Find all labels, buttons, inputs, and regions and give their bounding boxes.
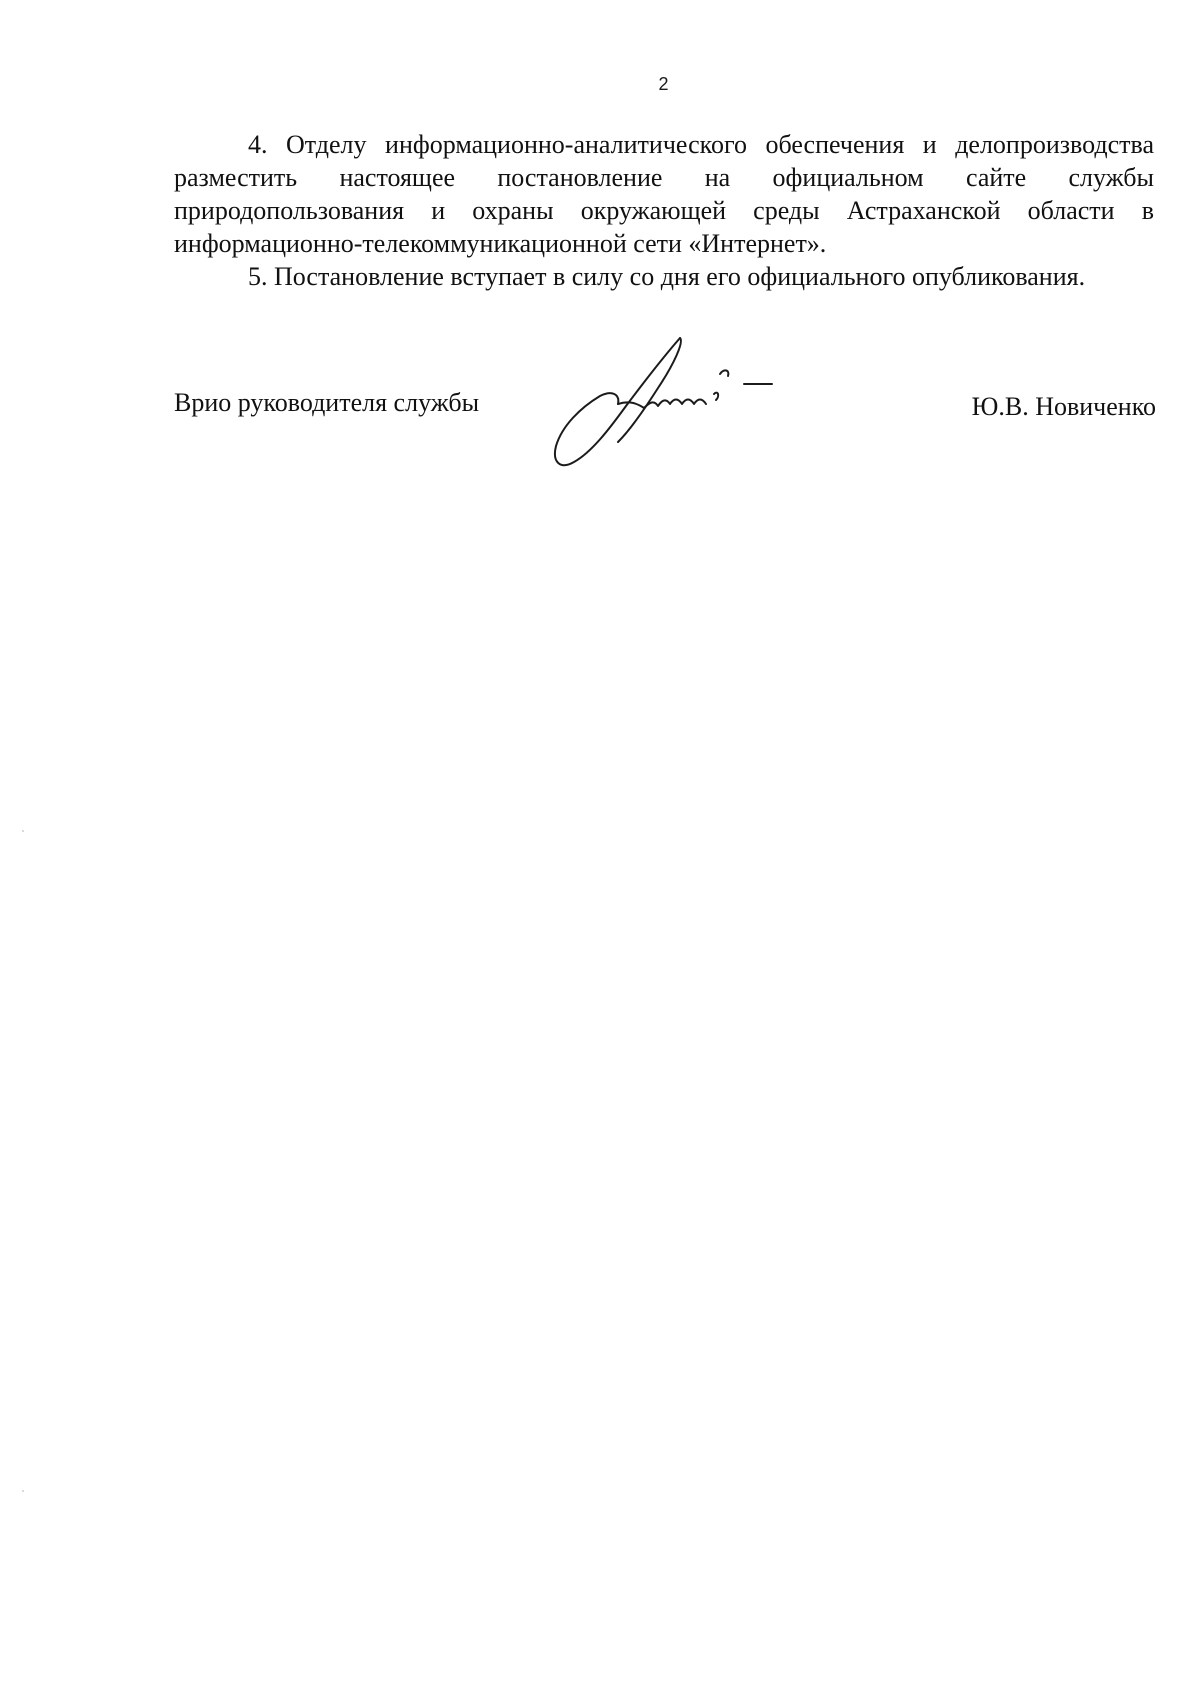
page-number: 2	[658, 74, 669, 94]
document-body	[174, 128, 1154, 293]
signer-position-title: Врио руководителя службы	[174, 388, 480, 417]
paragraph-item-5: 5. Постановление вступает в силу со дня его официального опубликования.	[248, 262, 1086, 291]
scan-speck	[22, 830, 24, 832]
signature-block	[174, 380, 1154, 490]
handwritten-signature	[534, 334, 794, 474]
scan-speck	[22, 1490, 24, 1492]
signer-name: Ю.В. Новиченко	[971, 392, 1156, 421]
paragraph-item-4: 4. Отделу информационно-аналитического обеспечения и делопроизводства разместить настоящее постановление на официальном сайте службы природопользования и охраны окружающей среды Астраханской области в информационно-телекоммуникационной сети «Интернет».	[174, 130, 1154, 258]
